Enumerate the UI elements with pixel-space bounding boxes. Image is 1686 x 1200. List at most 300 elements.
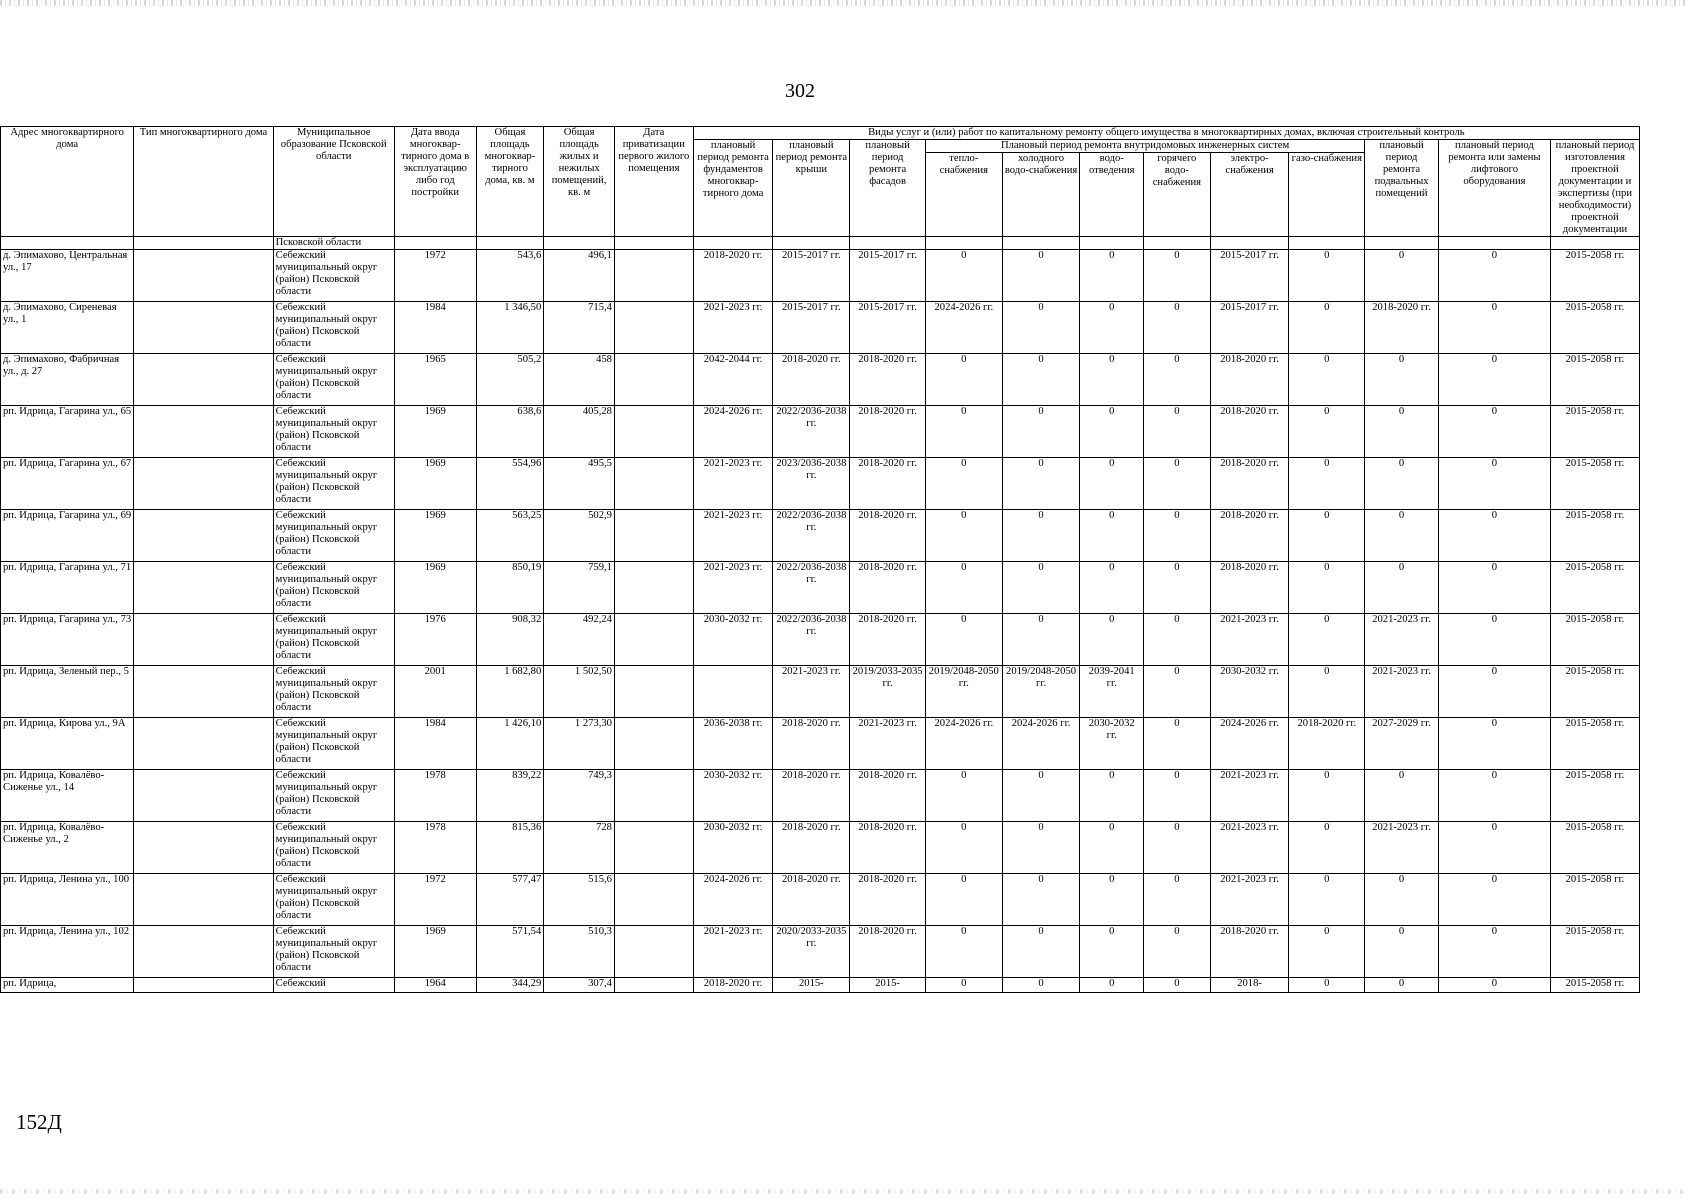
cell-privatization [614,510,693,562]
cell-basement: 2021-2023 гг. [1365,666,1439,718]
cell-drainage: 0 [1080,978,1144,993]
cell-heat: 2024-2026 гг. [925,302,1002,354]
header-hot-water: горячего водо-снабжения [1144,153,1211,237]
cell-electric: 2018-2020 гг. [1210,354,1289,406]
cell-gas: 0 [1289,770,1365,822]
cell-cold-water: 2019/2048-2050 гг. [1002,666,1080,718]
cell-hot-water: 0 [1144,406,1211,458]
cell-living-area: 515,6 [544,874,615,926]
cell-electric: 2021-2023 гг. [1210,614,1289,666]
cell-basement: 0 [1365,458,1439,510]
cell-hot-water: 0 [1144,302,1211,354]
cell-basement: 0 [1365,978,1439,993]
cell-roof: 2015- [773,978,850,993]
cell-privatization [614,406,693,458]
cell-total-area: 1 426,10 [476,718,544,770]
cell-privatization [614,874,693,926]
cell-electric: 2021-2023 гг. [1210,770,1289,822]
cell-roof: 2023/2036-2038 гг. [773,458,850,510]
cell-living-area: 307,4 [544,978,615,993]
cell-living-area: 1 502,50 [544,666,615,718]
cell-facade: 2018-2020 гг. [850,562,926,614]
cell-elevator: 0 [1438,718,1550,770]
cell-drainage: 0 [1080,510,1144,562]
cell-total-area: 638,6 [476,406,544,458]
table-row [1,562,1640,614]
cell-design-docs: 2015-2058 гг. [1550,770,1639,822]
cell-drainage: 0 [1080,458,1144,510]
cell-foundation: 2021-2023 гг. [693,926,773,978]
cell-foundation: 2042-2044 гг. [693,354,773,406]
header-privatization-date: Дата приватизации первого жилого помещения [614,127,693,237]
cell-hot-water: 0 [1144,354,1211,406]
continuation-row [1,237,1640,250]
cell-drainage: 0 [1080,562,1144,614]
header-total-area: Общая площадь многоквар-тирного дома, кв. м [476,127,544,237]
cell-year: 1969 [394,510,476,562]
cell-address: рп. Идрица, Гагарина ул., 67 [1,458,134,510]
cell-elevator: 0 [1438,302,1550,354]
cell-year: 1969 [394,458,476,510]
cell-total-area: 850,19 [476,562,544,614]
cell-drainage: 0 [1080,250,1144,302]
cell-cold-water: 0 [1002,926,1080,978]
cell-house-type [134,302,273,354]
cell-electric: 2015-2017 гг. [1210,302,1289,354]
table-row [1,302,1640,354]
cell-gas: 0 [1289,614,1365,666]
cell-hot-water: 0 [1144,822,1211,874]
cell-heat: 0 [925,354,1002,406]
cell-roof: 2015-2017 гг. [773,302,850,354]
header-roof: плановый период ремонта крыши [773,140,850,237]
cell-address: рп. Идрица, Ленина ул., 100 [1,874,134,926]
cell-roof: 2018-2020 гг. [773,718,850,770]
scan-edge-bottom [0,1189,1686,1194]
cell-gas: 0 [1289,978,1365,993]
cell-elevator: 0 [1438,978,1550,993]
cell-house-type [134,406,273,458]
cell-year: 1972 [394,250,476,302]
cell-basement: 0 [1365,250,1439,302]
cell-house-type [134,354,273,406]
cell-year: 1984 [394,302,476,354]
header-living-area: Общая площадь жилых и нежилых помещений, кв. м [544,127,615,237]
cell-living-area: 495,5 [544,458,615,510]
cell-year: 1965 [394,354,476,406]
cell-cold-water: 0 [1002,822,1080,874]
header-municipality: Муниципальное образование Псковской области [273,127,394,237]
continuation-text: Псковской области [273,237,394,250]
cell-cold-water: 0 [1002,354,1080,406]
cell-gas: 0 [1289,874,1365,926]
cell-heat: 0 [925,562,1002,614]
cell-facade: 2015-2017 гг. [850,250,926,302]
cell-drainage: 0 [1080,354,1144,406]
header-commission-date: Дата ввода многоквар-тирного дома в эксплуатацию либо год постройки [394,127,476,237]
cell-gas: 0 [1289,562,1365,614]
header-house-type: Тип многоквартирного дома [134,127,273,237]
cell-house-type [134,718,273,770]
cell-facade: 2015-2017 гг. [850,302,926,354]
cell-privatization [614,926,693,978]
cell-foundation: 2024-2026 гг. [693,406,773,458]
cell-year: 1969 [394,926,476,978]
cell-electric: 2015-2017 гг. [1210,250,1289,302]
cell-drainage: 0 [1080,926,1144,978]
cell-privatization [614,770,693,822]
cell-municipality: Себежский муниципальный округ (район) Псковской области [273,510,394,562]
cell-living-area: 749,3 [544,770,615,822]
cell-facade: 2018-2020 гг. [850,770,926,822]
cell-hot-water: 0 [1144,614,1211,666]
cell-design-docs: 2015-2058 гг. [1550,978,1639,993]
cell-elevator: 0 [1438,666,1550,718]
cell-facade: 2018-2020 гг. [850,822,926,874]
cell-drainage: 0 [1080,874,1144,926]
cell-elevator: 0 [1438,770,1550,822]
cell-gas: 0 [1289,926,1365,978]
cell-basement: 2021-2023 гг. [1365,614,1439,666]
cell-design-docs: 2015-2058 гг. [1550,926,1639,978]
sheet-code: 152Д [16,1110,62,1134]
cell-basement: 0 [1365,770,1439,822]
cell-heat: 2019/2048-2050 гг. [925,666,1002,718]
cell-address: рп. Идрица, Гагарина ул., 69 [1,510,134,562]
cell-heat: 0 [925,770,1002,822]
cell-year: 1976 [394,614,476,666]
header-foundation: плановый период ремонта фундаментов многоквар-тирного дома [693,140,773,237]
cell-address: д. Эпимахово, Центральная ул., 17 [1,250,134,302]
cell-design-docs: 2015-2058 гг. [1550,822,1639,874]
cell-drainage: 2030-2032 гг. [1080,718,1144,770]
table-row [1,926,1640,978]
cell-elevator: 0 [1438,614,1550,666]
cell-design-docs: 2015-2058 гг. [1550,510,1639,562]
table-row [1,666,1640,718]
cell-drainage: 0 [1080,302,1144,354]
cell-design-docs: 2015-2058 гг. [1550,614,1639,666]
cell-municipality: Себежский муниципальный округ (район) Псковской области [273,874,394,926]
cell-design-docs: 2015-2058 гг. [1550,562,1639,614]
cell-total-area: 577,47 [476,874,544,926]
cell-facade: 2019/2033-2035 гг. [850,666,926,718]
cell-roof: 2018-2020 гг. [773,770,850,822]
cell-year: 1978 [394,822,476,874]
cell-heat: 0 [925,822,1002,874]
header-basement: плановый период ремонта подвальных помещений [1365,140,1439,237]
cell-address: рп. Идрица, Ленина ул., 102 [1,926,134,978]
cell-basement: 0 [1365,510,1439,562]
cell-elevator: 0 [1438,874,1550,926]
cell-design-docs: 2015-2058 гг. [1550,874,1639,926]
cell-house-type [134,822,273,874]
cell-design-docs: 2015-2058 гг. [1550,354,1639,406]
cell-privatization [614,458,693,510]
cell-elevator: 0 [1438,250,1550,302]
cell-hot-water: 0 [1144,770,1211,822]
cell-gas: 0 [1289,822,1365,874]
cell-municipality: Себежский муниципальный округ (район) Псковской области [273,250,394,302]
cell-roof: 2022/2036-2038 гг. [773,510,850,562]
cell-basement: 0 [1365,354,1439,406]
cell-year: 1964 [394,978,476,993]
cell-living-area: 496,1 [544,250,615,302]
cell-foundation: 2036-2038 гг. [693,718,773,770]
cell-address: рп. Идрица, Ковалёво-Сиженье ул., 14 [1,770,134,822]
cell-cold-water: 0 [1002,614,1080,666]
header-elevator: плановый период ремонта или замены лифтового оборудования [1438,140,1550,237]
table-row [1,874,1640,926]
header-design-docs: плановый период изготовления проектной документации и экспертизы (при необходимости) проектной документации [1550,140,1639,237]
cell-roof: 2020/2033-2035 гг. [773,926,850,978]
cell-design-docs: 2015-2058 гг. [1550,458,1639,510]
cell-basement: 2018-2020 гг. [1365,302,1439,354]
cell-gas: 0 [1289,510,1365,562]
header-works-group: Виды услуг и (или) работ по капитальному ремонту общего имущества в многоквартирных домах, включая строительный контроль [693,127,1639,140]
cell-municipality: Себежский муниципальный округ (район) Псковской области [273,770,394,822]
cell-gas: 0 [1289,406,1365,458]
table-row [1,822,1640,874]
cell-heat: 0 [925,926,1002,978]
cell-privatization [614,718,693,770]
cell-house-type [134,614,273,666]
cell-house-type [134,510,273,562]
cell-total-area: 571,54 [476,926,544,978]
cell-basement: 0 [1365,562,1439,614]
cell-elevator: 0 [1438,822,1550,874]
cell-year: 1978 [394,770,476,822]
cell-electric: 2024-2026 гг. [1210,718,1289,770]
cell-gas: 0 [1289,666,1365,718]
cell-cold-water: 0 [1002,406,1080,458]
cell-roof: 2021-2023 гг. [773,666,850,718]
cell-design-docs: 2015-2058 гг. [1550,250,1639,302]
cell-facade: 2015- [850,978,926,993]
cell-total-area: 344,29 [476,978,544,993]
table-row [1,406,1640,458]
cell-living-area: 502,9 [544,510,615,562]
cell-house-type [134,770,273,822]
cell-hot-water: 0 [1144,666,1211,718]
cell-year: 1972 [394,874,476,926]
cell-living-area: 510,3 [544,926,615,978]
cell-foundation [693,666,773,718]
cell-foundation: 2024-2026 гг. [693,874,773,926]
header-gas: газо-снабжения [1289,153,1365,237]
cell-heat: 0 [925,874,1002,926]
cell-elevator: 0 [1438,458,1550,510]
table-row [1,250,1640,302]
cell-facade: 2018-2020 гг. [850,926,926,978]
cell-heat: 0 [925,458,1002,510]
cell-address: рп. Идрица, Ковалёво-Сиженье ул., 2 [1,822,134,874]
cell-foundation: 2030-2032 гг. [693,822,773,874]
cell-privatization [614,354,693,406]
cell-total-area: 815,36 [476,822,544,874]
cell-house-type [134,874,273,926]
cell-address: рп. Идрица, Гагарина ул., 71 [1,562,134,614]
cell-cold-water: 0 [1002,978,1080,993]
header-heat: тепло-снабжения [925,153,1002,237]
cell-electric: 2018-2020 гг. [1210,562,1289,614]
cell-facade: 2018-2020 гг. [850,406,926,458]
cell-municipality: Себежский [273,978,394,993]
cell-address: рп. Идрица, Гагарина ул., 65 [1,406,134,458]
cell-living-area: 715,4 [544,302,615,354]
cell-drainage: 2039-2041 гг. [1080,666,1144,718]
cell-house-type [134,458,273,510]
cell-gas: 0 [1289,458,1365,510]
table-row [1,458,1640,510]
cell-drainage: 0 [1080,770,1144,822]
cell-basement: 0 [1365,926,1439,978]
cell-electric: 2018- [1210,978,1289,993]
cell-hot-water: 0 [1144,562,1211,614]
cell-living-area: 492,24 [544,614,615,666]
cell-gas: 0 [1289,302,1365,354]
cell-cold-water: 2024-2026 гг. [1002,718,1080,770]
cell-year: 1969 [394,406,476,458]
cell-electric: 2018-2020 гг. [1210,458,1289,510]
cell-municipality: Себежский муниципальный округ (район) Псковской области [273,718,394,770]
cell-roof: 2018-2020 гг. [773,874,850,926]
cell-heat: 0 [925,406,1002,458]
cell-foundation: 2021-2023 гг. [693,562,773,614]
cell-electric: 2021-2023 гг. [1210,874,1289,926]
cell-house-type [134,926,273,978]
cell-elevator: 0 [1438,562,1550,614]
cell-electric: 2030-2032 гг. [1210,666,1289,718]
cell-municipality: Себежский муниципальный округ (район) Псковской области [273,354,394,406]
cell-design-docs: 2015-2058 гг. [1550,666,1639,718]
cell-electric: 2018-2020 гг. [1210,926,1289,978]
cell-cold-water: 0 [1002,302,1080,354]
cell-privatization [614,614,693,666]
cell-roof: 2022/2036-2038 гг. [773,562,850,614]
cell-hot-water: 0 [1144,510,1211,562]
cell-cold-water: 0 [1002,770,1080,822]
cell-roof: 2015-2017 гг. [773,250,850,302]
cell-year: 2001 [394,666,476,718]
cell-cold-water: 0 [1002,874,1080,926]
header-cold-water: холодного водо-снабжения [1002,153,1080,237]
header-systems-group: Плановый период ремонта внутридомовых инженерных систем [925,140,1364,153]
cell-facade: 2018-2020 гг. [850,354,926,406]
cell-total-area: 839,22 [476,770,544,822]
table-row [1,614,1640,666]
cell-privatization [614,562,693,614]
cell-drainage: 0 [1080,406,1144,458]
cell-municipality: Себежский муниципальный округ (район) Псковской области [273,458,394,510]
cell-privatization [614,978,693,993]
header-drainage: водо-отведения [1080,153,1144,237]
cell-foundation: 2018-2020 гг. [693,978,773,993]
header-address: Адрес многоквартирного дома [1,127,134,237]
cell-heat: 0 [925,978,1002,993]
cell-municipality: Себежский муниципальный округ (район) Псковской области [273,666,394,718]
table-row [1,354,1640,406]
table-row [1,510,1640,562]
cell-gas: 2018-2020 гг. [1289,718,1365,770]
cell-roof: 2022/2036-2038 гг. [773,614,850,666]
cell-privatization [614,666,693,718]
table-row [1,978,1640,993]
cell-total-area: 563,25 [476,510,544,562]
cell-living-area: 728 [544,822,615,874]
cell-year: 1984 [394,718,476,770]
cell-address: рп. Идрица, [1,978,134,993]
cell-municipality: Себежский муниципальный округ (район) Псковской области [273,406,394,458]
cell-total-area: 1 346,50 [476,302,544,354]
cell-address: рп. Идрица, Зеленый пер., 5 [1,666,134,718]
cell-heat: 0 [925,510,1002,562]
cell-living-area: 1 273,30 [544,718,615,770]
cell-living-area: 458 [544,354,615,406]
cell-privatization [614,302,693,354]
cell-electric: 2018-2020 гг. [1210,510,1289,562]
cell-hot-water: 0 [1144,926,1211,978]
cell-gas: 0 [1289,354,1365,406]
cell-house-type [134,250,273,302]
cell-facade: 2018-2020 гг. [850,614,926,666]
cell-basement: 2021-2023 гг. [1365,822,1439,874]
capital-repair-table [0,126,1640,993]
cell-total-area: 554,96 [476,458,544,510]
cell-hot-water: 0 [1144,718,1211,770]
cell-foundation: 2030-2032 гг. [693,770,773,822]
cell-cold-water: 0 [1002,250,1080,302]
cell-total-area: 1 682,80 [476,666,544,718]
cell-roof: 2022/2036-2038 гг. [773,406,850,458]
cell-elevator: 0 [1438,354,1550,406]
page-number: 302 [785,80,815,102]
cell-house-type [134,978,273,993]
cell-facade: 2018-2020 гг. [850,510,926,562]
cell-facade: 2021-2023 гг. [850,718,926,770]
cell-privatization [614,250,693,302]
header-electric: электро-снабжения [1210,153,1289,237]
cell-house-type [134,666,273,718]
cell-foundation: 2018-2020 гг. [693,250,773,302]
cell-foundation: 2021-2023 гг. [693,458,773,510]
header-facade: плановый период ремонта фасадов [850,140,926,237]
cell-foundation: 2021-2023 гг. [693,510,773,562]
table-row [1,718,1640,770]
cell-cold-water: 0 [1002,510,1080,562]
cell-total-area: 908,32 [476,614,544,666]
cell-municipality: Себежский муниципальный округ (район) Псковской области [273,822,394,874]
cell-municipality: Себежский муниципальный округ (район) Псковской области [273,302,394,354]
cell-design-docs: 2015-2058 гг. [1550,302,1639,354]
cell-foundation: 2021-2023 гг. [693,302,773,354]
cell-hot-water: 0 [1144,250,1211,302]
cell-total-area: 543,6 [476,250,544,302]
cell-elevator: 0 [1438,926,1550,978]
cell-basement: 0 [1365,406,1439,458]
cell-roof: 2018-2020 гг. [773,354,850,406]
cell-heat: 0 [925,614,1002,666]
cell-gas: 0 [1289,250,1365,302]
cell-facade: 2018-2020 гг. [850,458,926,510]
cell-basement: 0 [1365,874,1439,926]
cell-elevator: 0 [1438,406,1550,458]
cell-heat: 2024-2026 гг. [925,718,1002,770]
cell-electric: 2021-2023 гг. [1210,822,1289,874]
cell-privatization [614,822,693,874]
cell-foundation: 2030-2032 гг. [693,614,773,666]
cell-roof: 2018-2020 гг. [773,822,850,874]
